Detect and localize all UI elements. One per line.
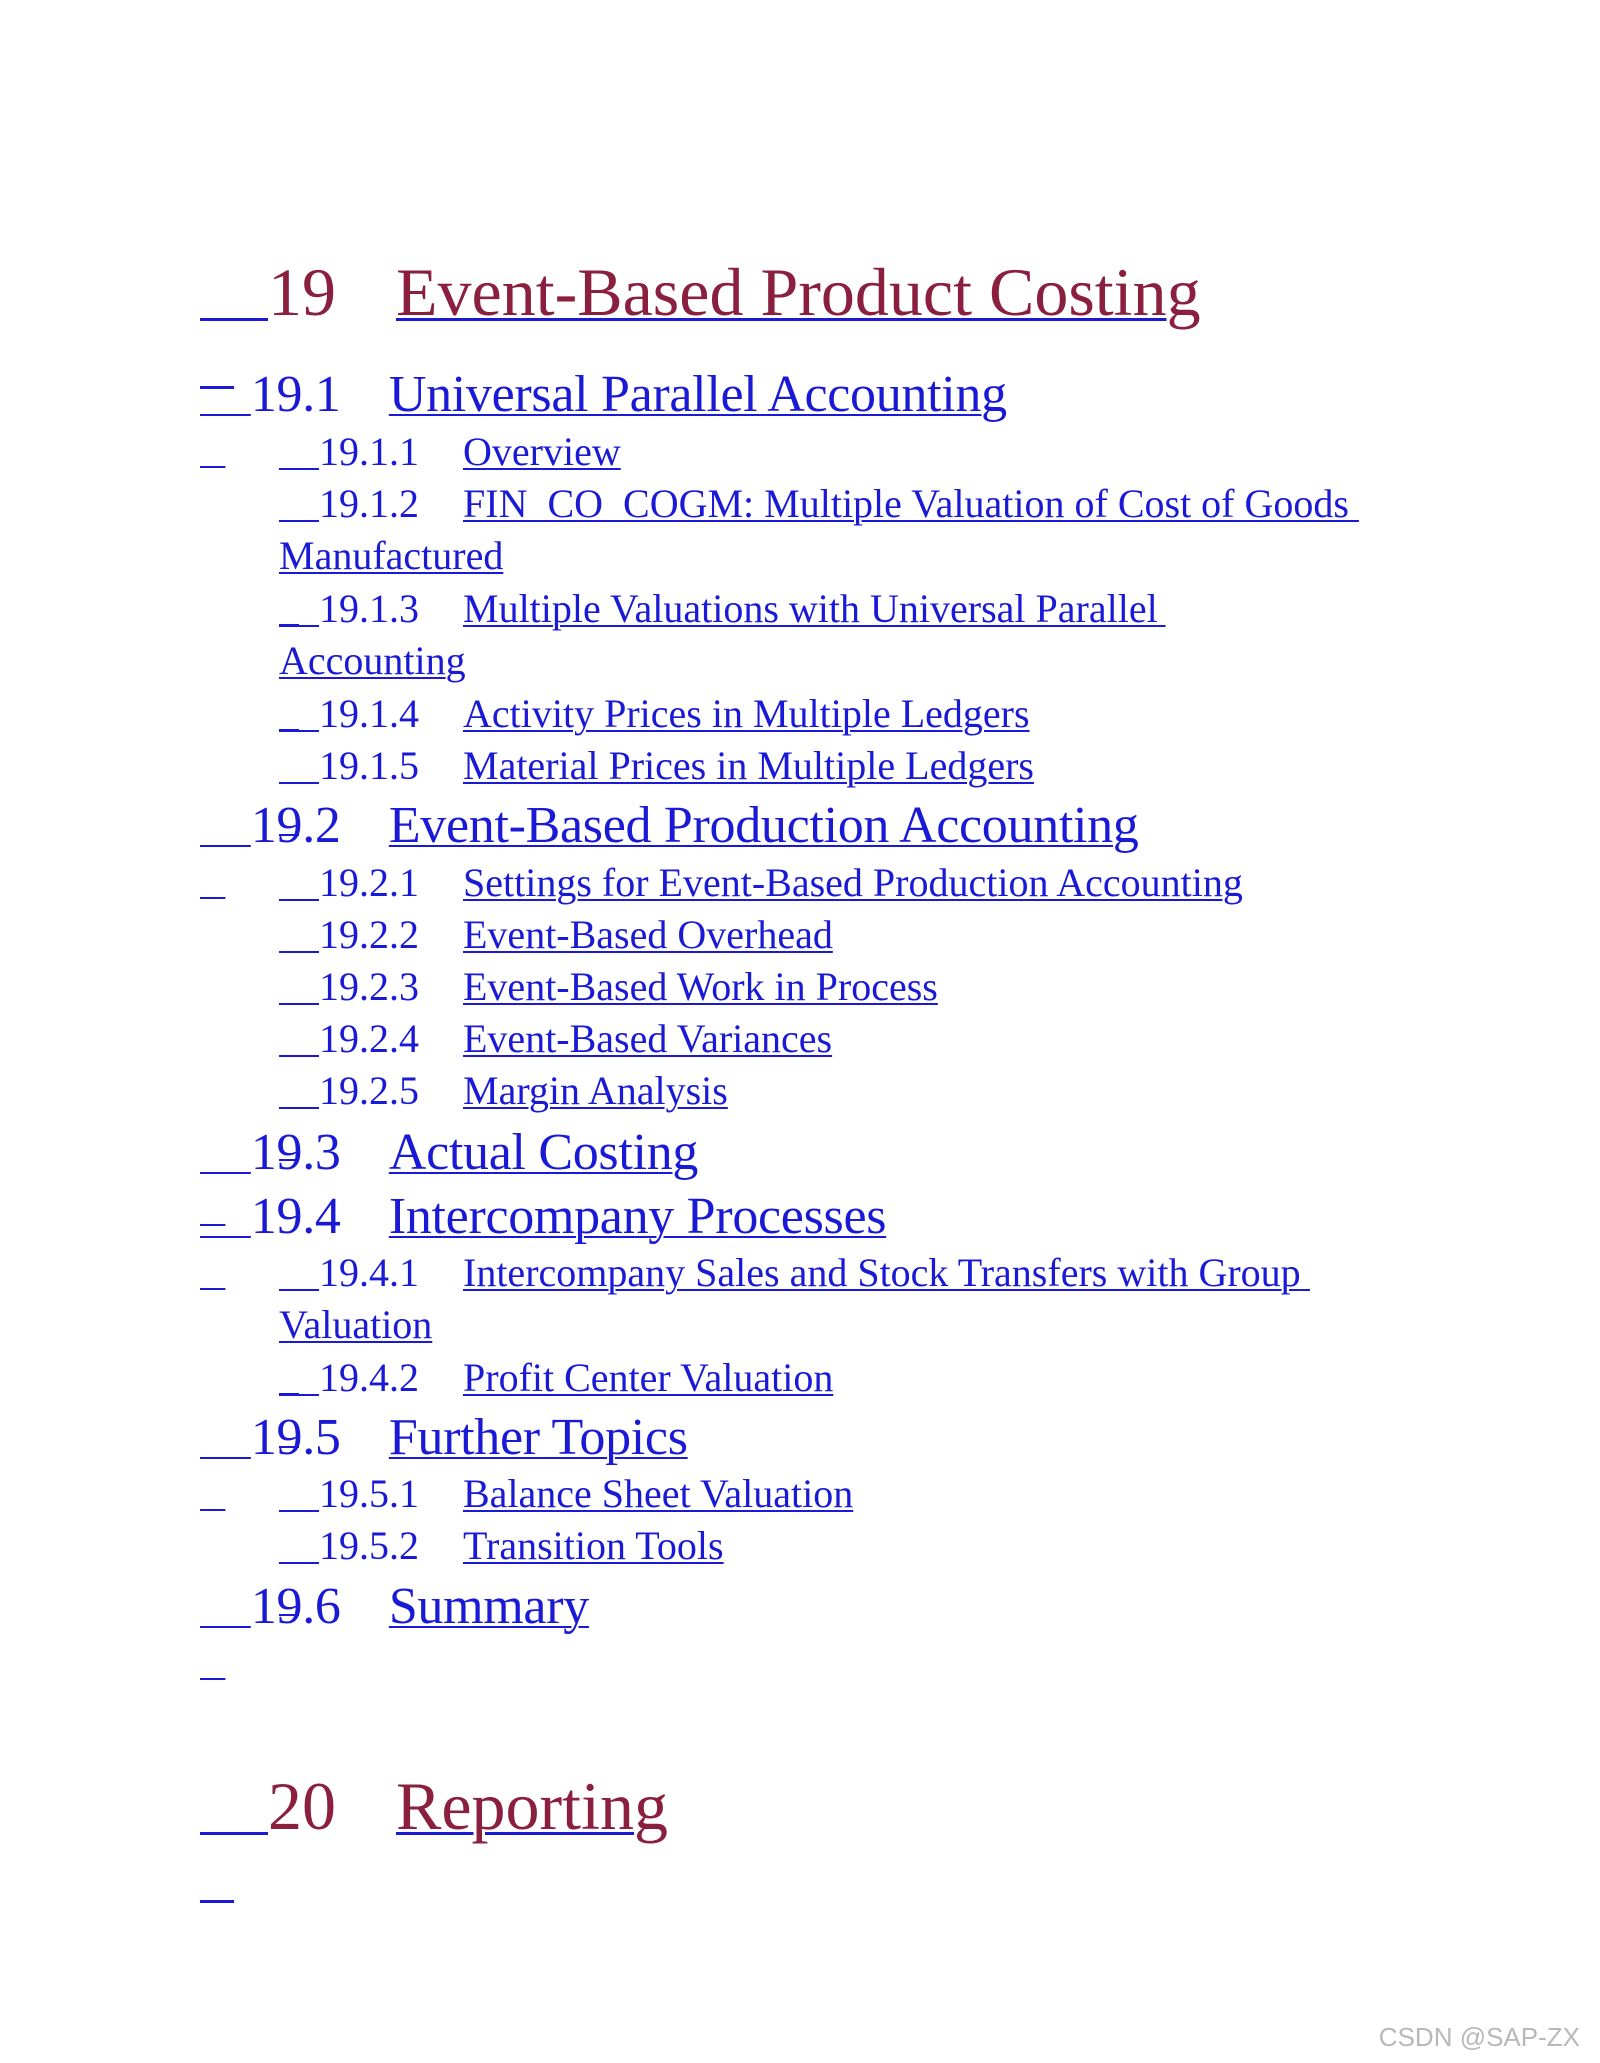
toc-title: Event-Based Product Costing <box>396 254 1201 330</box>
toc-title: Event-Based Overhead <box>463 912 833 957</box>
toc-title: Activity Prices in Multiple Ledgers <box>463 691 1030 736</box>
toc-title: Material Prices in Multiple Ledgers <box>463 743 1034 788</box>
toc-number: 19.1.2 <box>319 481 419 526</box>
toc-number: 19.5.1 <box>319 1471 419 1516</box>
toc-number: 20 <box>268 1768 336 1844</box>
toc-number: 19.1.5 <box>319 743 419 788</box>
watermark: CSDN @SAP-ZX <box>1378 2022 1580 2052</box>
toc-section-19-6[interactable] <box>200 1529 589 1685</box>
toc-number: 19.1.3 <box>319 586 419 631</box>
toc-title: Summary <box>388 1578 589 1635</box>
toc-title: Balance Sheet Valuation <box>463 1471 854 1516</box>
toc-number: 19.2 <box>250 797 341 854</box>
toc-title: Intercompany Sales and Stock Transfers with Group Valuation <box>279 1250 1310 1347</box>
toc-title: Event-Based Production Accounting <box>388 797 1139 854</box>
toc-number: 19.5.2 <box>319 1523 419 1568</box>
toc-title: Reporting <box>396 1768 668 1844</box>
toc-title: Settings for Event-Based Production Accounting <box>463 860 1243 905</box>
toc-chapter-20[interactable] <box>200 1704 668 1908</box>
toc-title: Margin Analysis <box>463 1068 728 1113</box>
toc-title: Further Topics <box>388 1409 688 1466</box>
toc-number: 19.2.2 <box>319 912 419 957</box>
toc-number: 19.6 <box>250 1578 341 1635</box>
toc-title: Universal Parallel Accounting <box>388 366 1007 423</box>
toc-number: 19.4 <box>250 1188 341 1245</box>
toc-number: 19.2.3 <box>319 964 419 1009</box>
toc-number: 19.2.5 <box>319 1068 419 1113</box>
toc-title: Profit Center Valuation <box>463 1355 834 1400</box>
toc-title: Intercompany Processes <box>388 1188 887 1245</box>
toc-number: 19.1.1 <box>319 429 419 474</box>
toc-number: 19.2.4 <box>319 1016 419 1061</box>
toc-number: 19.4.1 <box>319 1250 419 1295</box>
toc-number: 19.1.4 <box>319 691 419 736</box>
toc-number: 19.2.1 <box>319 860 419 905</box>
toc-number: 19.1 <box>250 366 341 423</box>
toc-title: Transition Tools <box>463 1523 724 1568</box>
toc-number: 19.5 <box>250 1409 341 1466</box>
toc-number: 19 <box>268 254 336 330</box>
toc-number: 19.4.2 <box>319 1355 419 1400</box>
toc-number: 19.3 <box>250 1124 341 1181</box>
toc-title: Event-Based Work in Process <box>463 964 938 1009</box>
toc-title: FIN_CO_COGM: Multiple Valuation of Cost of Goods Manufactured <box>279 481 1359 578</box>
toc-title: Actual Costing <box>388 1124 699 1181</box>
toc-title: Overview <box>463 429 621 474</box>
toc-title: Multiple Valuations with Universal Parallel Accounting <box>279 586 1166 683</box>
toc-title: Event-Based Variances <box>463 1016 833 1061</box>
